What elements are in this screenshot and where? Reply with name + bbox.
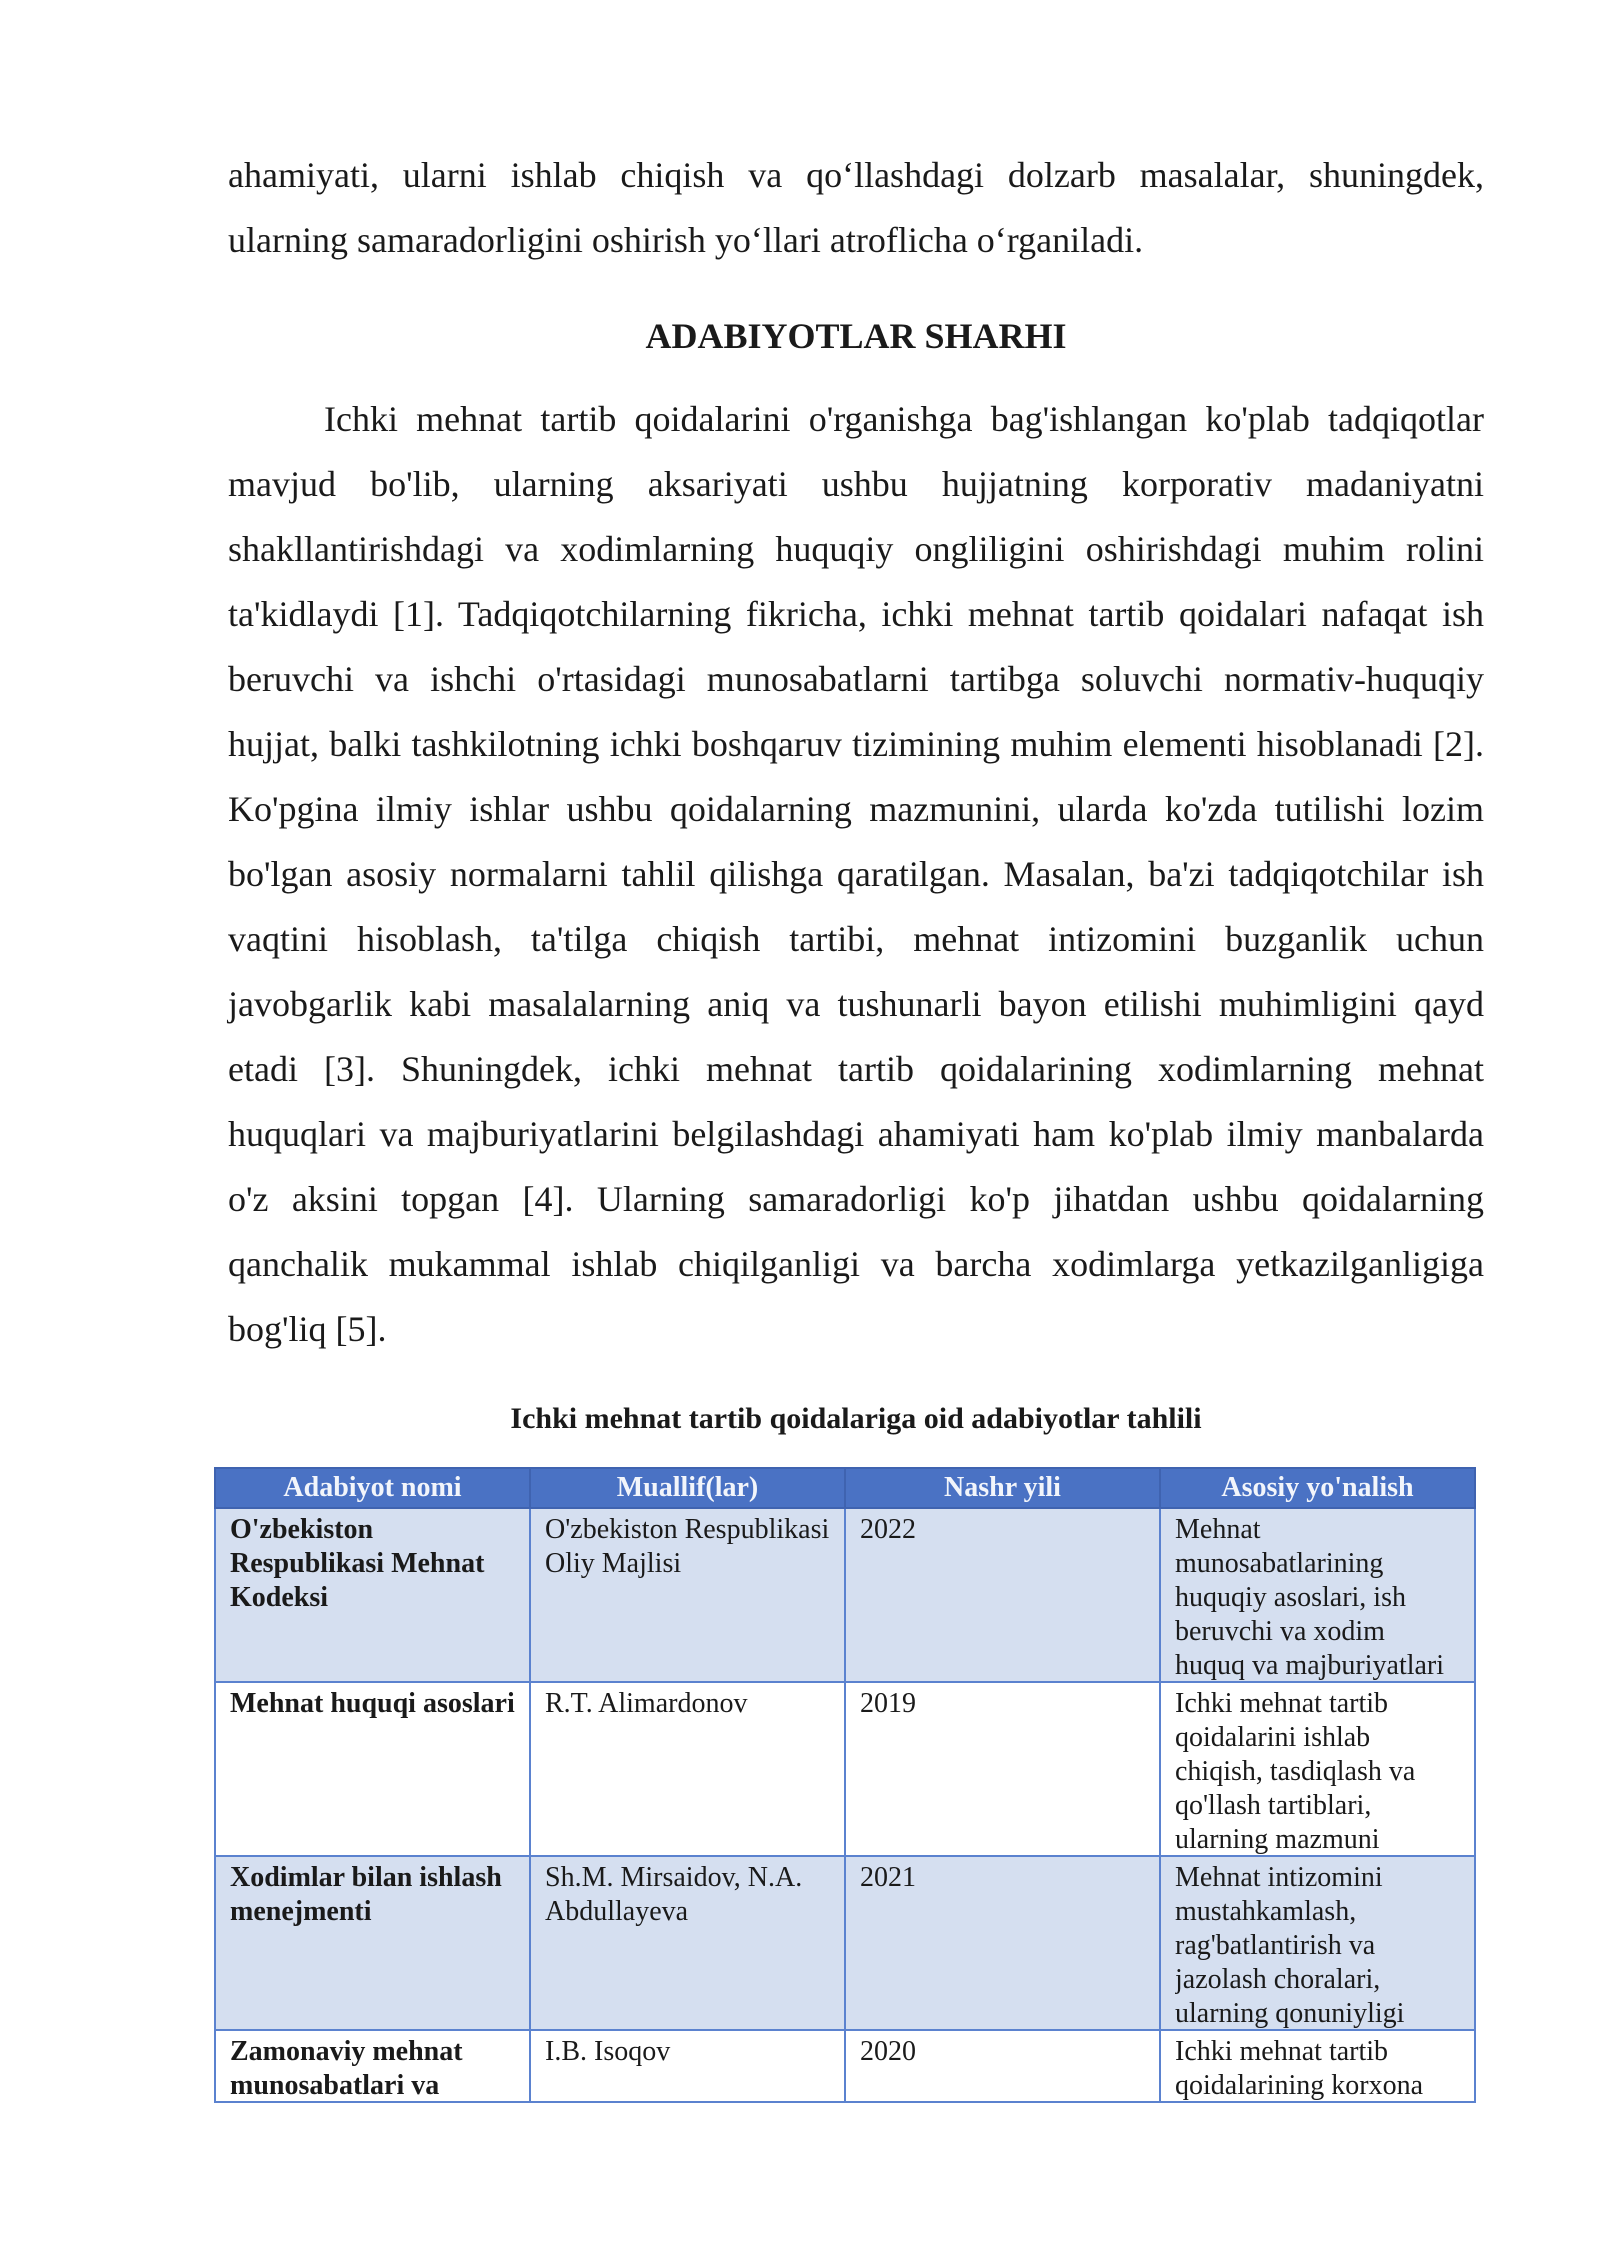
cell-year xyxy=(845,2030,1160,2102)
literature-table xyxy=(214,1467,1476,2103)
cell-text: 2022 xyxy=(860,1514,916,1545)
cell-text: Ichki mehnat tartib qoidalarini ishlab chiqish, tasdiqlash va qo'llash tartiblari, ularning mazmuni xyxy=(1175,1688,1416,1855)
cell-literature-name xyxy=(215,1856,530,2030)
cell-literature-name xyxy=(215,1508,530,1682)
cell-literature-name xyxy=(215,1682,530,1856)
cell-authors xyxy=(530,1682,845,1856)
cell-text: Mehnat munosabatlarining huquqiy asoslari, ish beruvchi va xodim huquq va majburiyatlari xyxy=(1175,1514,1445,1681)
cell-focus xyxy=(1160,2030,1475,2102)
table-row xyxy=(215,2030,1475,2102)
table-row xyxy=(215,1682,1475,1856)
cell-text: R.T. Alimardonov xyxy=(545,1688,748,1719)
header-publication-year: Nashr yili xyxy=(845,1468,1160,1508)
cell-text: 2019 xyxy=(860,1688,916,1719)
literature-review-paragraph: Ichki mehnat tartib qoidalarini o'rganishga bag'ishlangan ko'plab tadqiqotlar mavjud bo'lib, ularning aksariyati ushbu hujjatning korporativ madaniyatni shakllantirishdagi va xodimlarning huquqiy ongliligini oshirishdagi muhim rolini ta'kidlaydi [1]. Tadqiqotchilarning fikricha, ichki mehnat tartib qoidalari nafaqat ish beruvchi va ishchi o'rtasidagi munosabatlarni tartibga soluvchi normativ-huquqiy hujjat, balki tashkilotning ichki boshqaruv tizimining muhim elementi hisoblanadi [2]. Ko'pgina ilmiy ishlar ushbu qoidalarning mazmunini, ularda ko'zda tutilishi lozim bo'lgan asosiy normalarni tahlil qilishga qaratilgan. Masalan, ba'zi tadqiqotchilar ish vaqtini hisoblash, ta'tilga chiqish tartibi, mehnat intizomini buzganlik uchun javobgarlik kabi masalalarning aniq va tushunarli bayon etilishi muhimligini qayd etadi [3]. Shuningdek, ichki mehnat tartib qoidalarining xodimlarning mehnat huquqlari va majburiyatlarini belgilashdagi ahamiyati ham ko'plab ilmiy manbalarda o'z aksini topgan [4]. Ularning samaradorligi ko'p jihatdan ushbu qoidalarning qanchalik mukammal ishlab chiqilganligi va barcha xodimlarga yetkazilganligiga bog'liq [5]. xyxy=(228,399,1484,1349)
cell-focus xyxy=(1160,1682,1475,1856)
table-row xyxy=(215,1856,1475,2030)
header-literature-name: Adabiyot nomi xyxy=(215,1468,530,1508)
intro-paragraph: ahamiyati, ularni ishlab chiqish va qo‘llashdagi dolzarb masalalar, shuningdek, ularning samaradorligini oshirish yo‘llari atroflicha o‘rganiladi. xyxy=(228,155,1484,260)
cell-text: O'zbekiston Respublikasi Mehnat Kodeksi xyxy=(230,1514,485,1613)
table-row xyxy=(215,1508,1475,1682)
cell-text: O'zbekiston Respublikasi Oliy Majlisi xyxy=(545,1514,830,1579)
table-header-row xyxy=(215,1468,1475,1508)
cell-text: Xodimlar bilan ishlash menejmenti xyxy=(230,1862,502,1927)
cell-authors xyxy=(530,2030,845,2102)
cell-text: 2021 xyxy=(860,1862,916,1893)
cell-year xyxy=(845,1856,1160,2030)
cell-authors xyxy=(530,1508,845,1682)
cell-text: Mehnat huquqi asoslari xyxy=(230,1688,515,1719)
cell-year xyxy=(845,1508,1160,1682)
cell-text: Ichki mehnat tartib qoidalarining korxona xyxy=(1175,2036,1424,2101)
cell-text: Mehnat intizomini mustahkamlash, rag'batlantirish va jazolash choralari, ularning qonuniyligi xyxy=(1175,1862,1405,2029)
cell-focus xyxy=(1160,1856,1475,2030)
cell-text: 2020 xyxy=(860,2036,916,2067)
cell-text: I.B. Isoqov xyxy=(545,2036,671,2067)
cell-authors xyxy=(530,1856,845,2030)
header-main-focus: Asosiy yo'nalish xyxy=(1160,1468,1475,1508)
section-heading: ADABIYOTLAR SHARHI xyxy=(645,316,1067,356)
cell-text: Sh.M. Mirsaidov, N.A. Abdullayeva xyxy=(545,1862,803,1927)
cell-year xyxy=(845,1682,1160,1856)
cell-text: Zamonaviy mehnat munosabatlari va xyxy=(230,2036,463,2101)
cell-focus xyxy=(1160,1508,1475,1682)
header-authors: Muallif(lar) xyxy=(530,1468,845,1508)
cell-literature-name xyxy=(215,2030,530,2102)
table-caption: Ichki mehnat tartib qoidalariga oid adabiyotlar tahlili xyxy=(510,1402,1202,1435)
